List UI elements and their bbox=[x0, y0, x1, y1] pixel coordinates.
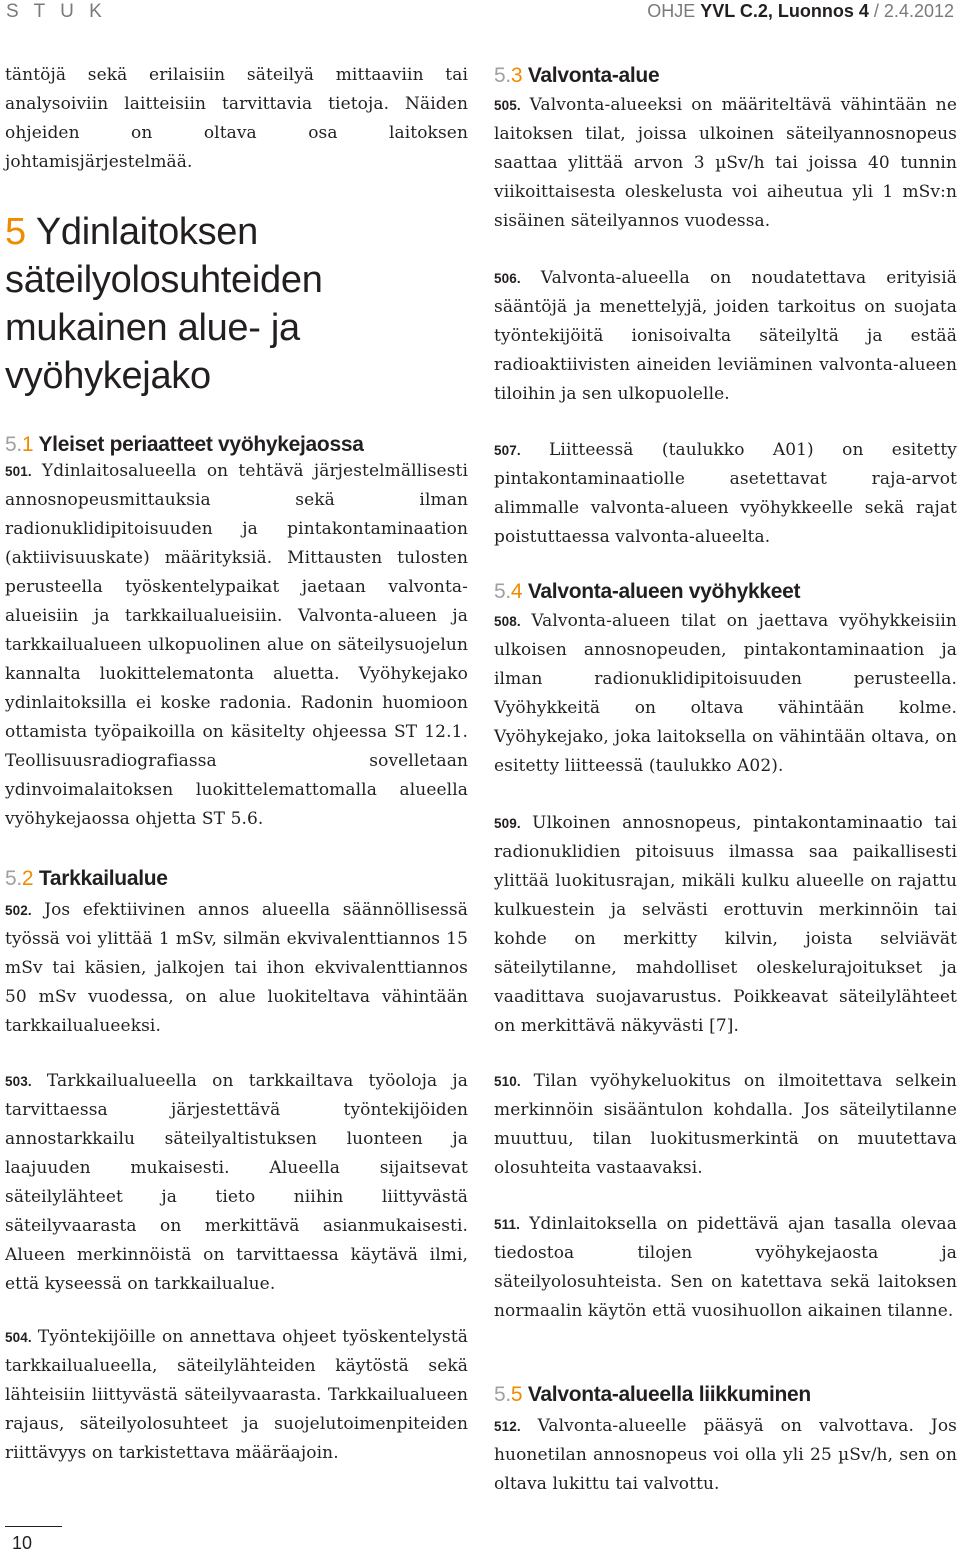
header-guide-prefix: OHJE bbox=[647, 1, 701, 21]
paragraph-506 bbox=[494, 264, 957, 409]
paragraph-number: 504. bbox=[5, 1330, 32, 1345]
page-header bbox=[0, 0, 960, 24]
paragraph-number: 505. bbox=[494, 98, 521, 113]
section-title: Valvonta-alue bbox=[527, 64, 660, 87]
section-title: Valvonta-alueen vyöhykkeet bbox=[527, 580, 801, 603]
paragraph-number: 503. bbox=[5, 1074, 32, 1089]
chapter-title: Ydinlaitoksen säteilyolosuhteiden mukainen alue- ja vyöhykejako bbox=[5, 211, 323, 397]
chapter-heading bbox=[5, 208, 468, 400]
page-number: 10 bbox=[12, 1533, 33, 1553]
paragraph-number: 509. bbox=[494, 816, 521, 831]
paragraph-text: Valvonta-alueella on noudatettava erityisiä sääntöjä ja menettelyjä, joiden tarkoitus on suojata työntekijöitä ionisoivalta säteilyltä ja estää radioaktiivisten aineiden leviäminen valvonta-alueen tiloihin ja sen ulkopuolelle. bbox=[494, 268, 957, 404]
paragraph-512 bbox=[494, 1412, 957, 1499]
section-title: Valvonta-alueella liikkuminen bbox=[527, 1383, 811, 1406]
paragraph-number: 511. bbox=[494, 1217, 520, 1232]
paragraph-text: Työntekijöille on annettava ohjeet työskentelystä tarkkailualueella, säteilylähteiden käytöstä sekä lähteisiin liittyvästä säteilyvaarasta. Tarkkailualueen rajaus, säteilyolosuhteet ja suojelutoimenpiteiden riittävyys on tarkistettava määräajoin. bbox=[5, 1327, 468, 1463]
intro-text: täntöjä sekä erilaisiin säteilyä mittaaviin tai analysoiviin laitteisiin tarvittavia tietoja. Näiden ohjeiden on oltava osa laitoksen johtamisjärjestelmää. bbox=[5, 65, 468, 172]
chapter-number: 5 bbox=[5, 211, 26, 253]
paragraph-text: Jos efektiivinen annos alueella säännöllisessä työssä voi ylittää 1 mSv, silmän ekvivalenttiannos 15 mSv tai käsien, jalkojen tai ihon ekvivalenttiannos 50 mSv vuodessa, on alue luokiteltava vähintään tarkkailualueeksi. bbox=[5, 900, 468, 1036]
paragraph-text: Valvonta-alueeksi on määriteltävä vähintään ne laitoksen tilat, joissa ulkoinen säteilyannosnopeus saattaa ylittää arvon 3 µSv/h tai joissa 40 tunnin viikoittaisesta oleskelusta voi aiheutua yli 1 mSv:n sisäinen säteilyannos vuodessa. bbox=[494, 95, 957, 231]
paragraph-text: Ydinlaitoksella on pidettävä ajan tasalla olevaa tiedostoa tilojen vyöhykejaosta ja säteilyolosuhteista. Sen on katettava sekä laitoksen normaalin käytön että vuosihuollon aikainen tilanne. bbox=[494, 1214, 957, 1321]
section-heading-5-4 bbox=[494, 579, 957, 605]
paragraph-text: Valvonta-alueen tilat on jaettava vyöhykkeisiin ulkoisen annosnopeuden, pintakontaminaation ja ilman radionuklidipitoisuuden perusteella. Vyöhykkeitä on oltava vähintään kolme. Vyöhykejako, joka laitoksella on vähintään oltava, on esitetty liitteessä (taulukko A02). bbox=[494, 611, 957, 776]
paragraph-text: Liitteessä (taulukko A01) on esitetty pintakontaminaatiolle asetettavat raja-arvot alimmalle valvonta-alueen vyöhykkeelle sekä rajat poistuttaessa valvonta-alueelta. bbox=[494, 440, 957, 547]
paragraph-507 bbox=[494, 436, 957, 552]
section-number-minor: 1 bbox=[21, 433, 34, 456]
paragraph-502 bbox=[5, 896, 468, 1041]
paragraph-text: Tilan vyöhykeluokitus on ilmoitettava selkein merkinnöin sisääntulon kohdalla. Jos säteilytilanne muuttuu, tilan luokitusmerkintä on muutettava olosuhteita vastaavaksi. bbox=[494, 1071, 957, 1178]
section-heading-5-2 bbox=[5, 866, 468, 892]
paragraph-511 bbox=[494, 1210, 957, 1326]
section-number-minor: 5 bbox=[510, 1383, 523, 1406]
section-heading-5-5 bbox=[494, 1382, 957, 1408]
paragraph-number: 507. bbox=[494, 443, 521, 458]
paragraph-503 bbox=[5, 1067, 468, 1299]
section-title: Tarkkailualue bbox=[38, 867, 168, 890]
section-number-major: 5. bbox=[494, 580, 511, 603]
paragraph-508 bbox=[494, 607, 957, 781]
header-brand: S T U K bbox=[6, 1, 107, 22]
paragraph-number: 510. bbox=[494, 1074, 521, 1089]
section-number-major: 5. bbox=[5, 433, 22, 456]
section-number-minor: 2 bbox=[21, 867, 34, 890]
paragraph-number: 508. bbox=[494, 614, 521, 629]
paragraph-504 bbox=[5, 1323, 468, 1468]
paragraph-501 bbox=[5, 457, 468, 834]
section-title: Yleiset periaatteet vyöhykejaossa bbox=[38, 433, 364, 456]
intro-paragraph bbox=[5, 61, 468, 177]
section-number-major: 5. bbox=[5, 867, 22, 890]
paragraph-text: Ulkoinen annosnopeus, pintakontaminaatio tai radionuklidien pitoisuus ilmassa saa paikallisesti ylittää luokitusrajan, mikäli kulku alueelle on rajattu kulkuestein ja selvästi erottuvin merkinnöin tai kohde on merkitty kilvin, joista selviävät säteilytilanne, mahdolliset oleskelurajoitukset ja vaadittava suojavarustus. Poikkeavat säteilylähteet on merkittävä näkyvästi [7]. bbox=[494, 813, 957, 1036]
footer-rule bbox=[5, 1526, 62, 1527]
section-number-major: 5. bbox=[494, 1383, 511, 1406]
paragraph-number: 506. bbox=[494, 271, 521, 286]
section-number-minor: 3 bbox=[510, 64, 523, 87]
header-guide-date: / 2.4.2012 bbox=[868, 1, 954, 21]
paragraph-505 bbox=[494, 91, 957, 236]
section-heading-5-3 bbox=[494, 63, 957, 89]
header-guide-code: YVL C.2, Luonnos 4 bbox=[700, 1, 869, 21]
paragraph-509 bbox=[494, 809, 957, 1041]
header-guide-ref bbox=[647, 1, 954, 22]
paragraph-510 bbox=[494, 1067, 957, 1183]
paragraph-text: Ydinlaitosalueella on tehtävä järjestelmällisesti annosnopeusmittauksia sekä ilman radionuklidipitoisuuden ja pintakontaminaation (aktiivisuuskate) määrityksiä. Mittausten tulosten perusteella työskentelypaikat jaetaan valvonta-alueisiin ja tarkkailualueisiin. Valvonta-alueen ja tarkkailualueen ulkopuolinen alue on säteilysuojelun kannalta luokittelematonta aluetta. Vyöhykejako ydinlaitoksilla ei koske radonia. Radonin huomioon ottamista työpaikoilla on käsitelty ohjeessa ST 12.1. Teollisuusradiografiassa sovelletaan ydinvoimalaitoksen luokittelemattomalla alueella vyöhykejaossa ohjetta ST 5.6. bbox=[5, 461, 468, 829]
paragraph-text: Valvonta-alueelle pääsyä on valvottava. Jos huonetilan annosnopeus voi olla yli 25 µSv/h, sen on oltava lukittu tai valvottu. bbox=[494, 1416, 957, 1494]
paragraph-number: 502. bbox=[5, 903, 32, 918]
section-number-minor: 4 bbox=[510, 580, 523, 603]
paragraph-text: Tarkkailualueella on tarkkailtava työoloja ja tarvittaessa järjestettävä työntekijöiden annostarkkailu säteilyaltistuksen luonteen ja laajuuden mukaisesti. Alueella sijaitsevat säteilylähteet ja tieto niihin liittyvästä säteilyvaarasta on merkittävä asianmukaisesti. Alueen merkinnöistä on tarvittaessa käytävä ilmi, että kyseessä on tarkkailualue. bbox=[5, 1071, 468, 1294]
section-number-major: 5. bbox=[494, 64, 511, 87]
paragraph-number: 512. bbox=[494, 1419, 521, 1434]
paragraph-number: 501. bbox=[5, 464, 32, 479]
section-heading-5-1 bbox=[5, 432, 468, 458]
